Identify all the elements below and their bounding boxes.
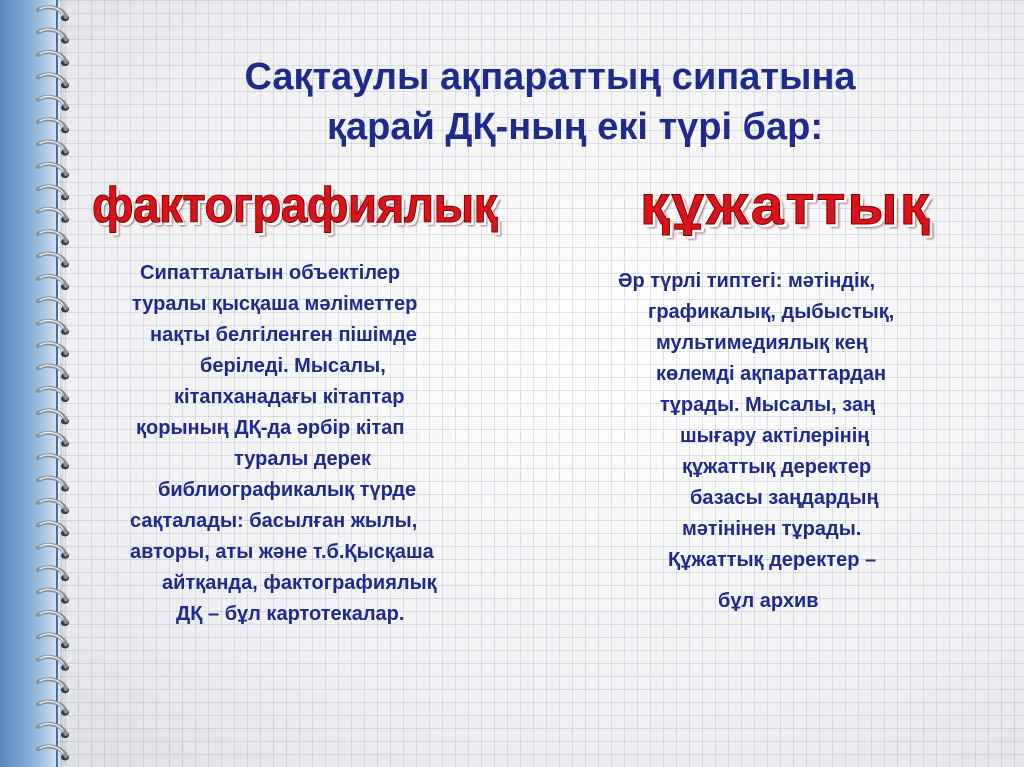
text-line: Сипатталатын объектілер: [140, 262, 401, 284]
text-line: ДҚ – бұл картотекалар.: [176, 603, 405, 625]
text-line: сақталады: басылған жылы,: [130, 510, 418, 532]
text-line: туралы қысқаша мәліметтер: [132, 293, 418, 315]
title-line: Сақтаулы ақпараттың сипатына: [244, 56, 856, 98]
text-line: айтқанда, фактографиялық: [162, 572, 437, 594]
text-line: мәтінінен тұрады.: [682, 518, 862, 540]
slide-title: [120, 52, 980, 152]
text-line: Құжаттық деректер –: [668, 549, 877, 571]
text-line: мультимедиялық кең: [656, 332, 868, 354]
factographic-description: [110, 258, 540, 630]
text-line: библиографикалық түрде: [158, 479, 417, 501]
text-line: құжаттық деректер: [682, 456, 872, 478]
text-line: кітапханадағы кітаптар: [174, 386, 405, 408]
text-line: базасы заңдардың: [690, 487, 879, 509]
text-line: авторы, аты және т.б.Қысқаша: [130, 541, 434, 563]
text-line: қорының ДҚ-да әрбір кітап: [136, 417, 405, 439]
text-line: беріледі. Мысалы,: [200, 355, 386, 377]
documentary-description: [600, 266, 980, 617]
text-line: нақты белгіленген пішімде: [150, 324, 417, 346]
heading-factographic: фактографиялық: [92, 177, 497, 233]
text-line: тұрады. Мысалы, заң: [660, 394, 876, 416]
title-line: қарай ДҚ-ның екі түрі бар:: [326, 106, 824, 148]
text-line: бұл архив: [718, 590, 819, 612]
text-line: шығару актілерінің: [680, 425, 870, 447]
text-line: көлемді ақпараттардан: [656, 363, 887, 385]
spiral-binding-rings-icon: [32, 0, 82, 767]
text-line: графикалық, дыбыстық,: [648, 301, 895, 323]
text-line: Әр түрлі типтегі: мәтіндік,: [618, 270, 876, 292]
heading-documentary: құжаттық: [640, 173, 932, 236]
text-line: туралы дерек: [234, 448, 372, 470]
